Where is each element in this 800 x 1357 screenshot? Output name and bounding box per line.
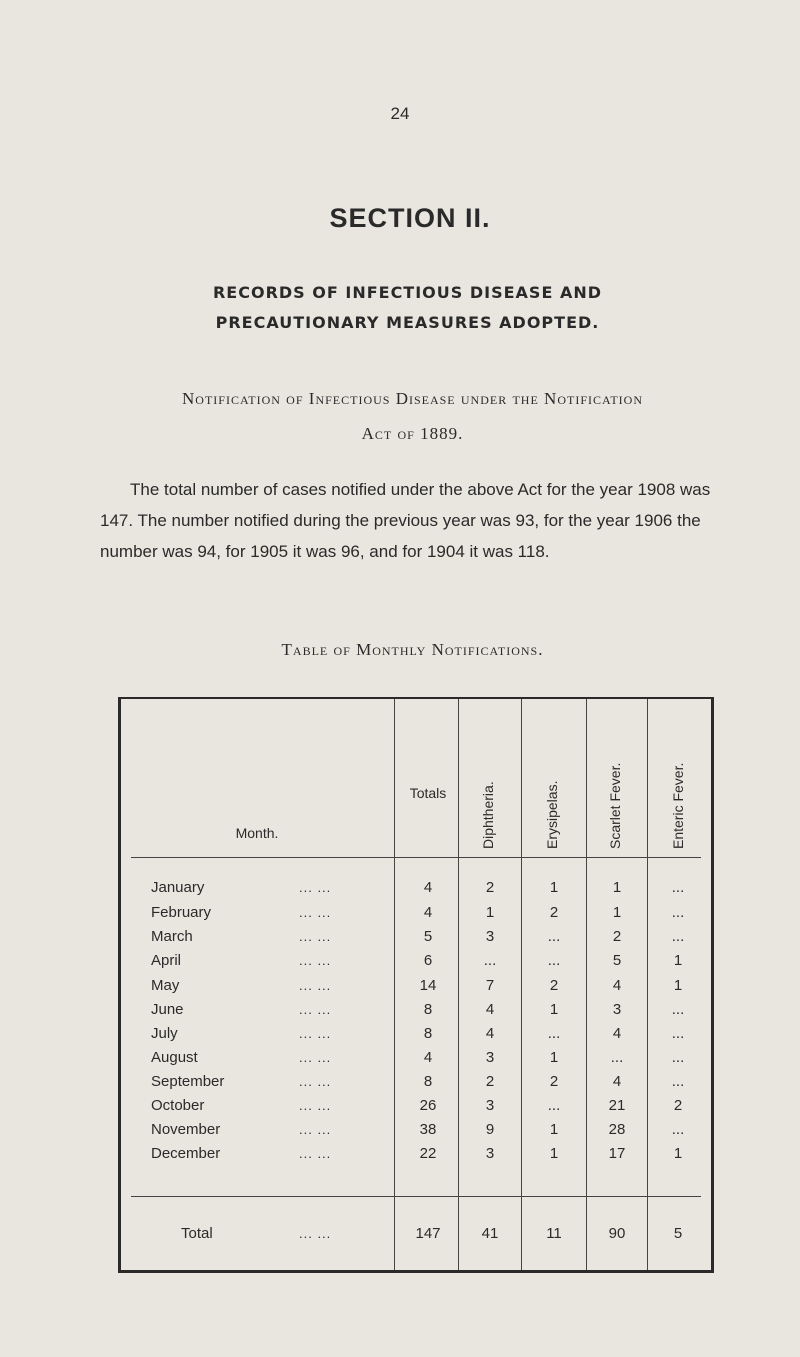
erysipelas-cell: ... [547, 928, 561, 945]
totals-cell: 6 [423, 952, 433, 969]
total-scarlet-cell: 90 [608, 1225, 626, 1242]
month-cell: April [151, 952, 182, 969]
leader-dots: ... ... [299, 1122, 332, 1137]
scarlet-cell: 17 [608, 1145, 626, 1162]
month-cell: November [151, 1121, 221, 1138]
diphtheria-cell: ... [483, 952, 497, 969]
leader-dots: ... ... [299, 905, 332, 920]
month-cell: February [151, 904, 212, 921]
totals-cell: 8 [423, 1025, 433, 1042]
erysipelas-cell: 1 [549, 1121, 559, 1138]
leader-dots: ... ... [299, 978, 332, 993]
monthly-notifications-table [118, 697, 714, 1273]
header-erysipelas: Erysipelas. [544, 780, 560, 849]
totals-cell: 4 [423, 1049, 433, 1066]
diphtheria-cell: 3 [485, 1049, 495, 1066]
total-totals-cell: 147 [415, 1225, 441, 1242]
leader-dots: ... ... [299, 1026, 332, 1041]
enteric-cell: ... [671, 1073, 685, 1090]
subheading-line-2: PRECAUTIONARY MEASURES ADOPTED. [215, 313, 600, 332]
totals-cell: 26 [419, 1097, 437, 1114]
totals-cell: 8 [423, 1073, 433, 1090]
month-cell: December [151, 1145, 221, 1162]
section-title: SECTION II. [329, 203, 491, 233]
scarlet-cell: ... [610, 1049, 624, 1066]
diphtheria-cell: 3 [485, 928, 495, 945]
erysipelas-cell: ... [547, 952, 561, 969]
notification-heading-line-1: Notification of Infectious Disease under the Notification [182, 389, 643, 408]
totals-cell: 4 [423, 879, 433, 896]
erysipelas-cell: ... [547, 1097, 561, 1114]
page-number: 24 [390, 104, 410, 123]
erysipelas-cell: 2 [549, 904, 559, 921]
scarlet-cell: 2 [612, 928, 622, 945]
month-cell: March [151, 928, 193, 945]
diphtheria-cell: 1 [485, 904, 495, 921]
leader-dots: ... ... [299, 1146, 332, 1161]
total-enteric-cell: 5 [673, 1225, 683, 1242]
enteric-cell: ... [671, 879, 685, 896]
month-cell: August [151, 1049, 198, 1066]
month-cell: May [151, 977, 180, 994]
notification-heading-line-2: Act of 1889. [361, 424, 464, 443]
diphtheria-cell: 2 [485, 1073, 495, 1090]
totals-cell: 4 [423, 904, 433, 921]
leader-dots: ... ... [299, 929, 332, 944]
header-totals: Totals [409, 785, 447, 801]
enteric-cell: 1 [673, 952, 683, 969]
totals-cell: 8 [423, 1001, 433, 1018]
diphtheria-cell: 7 [485, 977, 495, 994]
erysipelas-cell: 1 [549, 879, 559, 896]
scarlet-cell: 28 [608, 1121, 626, 1138]
erysipelas-cell: 1 [549, 1145, 559, 1162]
enteric-cell: 1 [673, 977, 683, 994]
scarlet-cell: 4 [612, 977, 622, 994]
leader-dots: ... ... [299, 880, 332, 895]
erysipelas-cell: 2 [549, 977, 559, 994]
enteric-cell: ... [671, 1049, 685, 1066]
scarlet-cell: 4 [612, 1073, 622, 1090]
leader-dots: ... ... [299, 953, 332, 968]
leader-dots: ... ... [299, 1002, 332, 1017]
diphtheria-cell: 4 [485, 1025, 495, 1042]
header-separator [131, 857, 701, 858]
erysipelas-cell: 1 [549, 1049, 559, 1066]
enteric-cell: ... [671, 1025, 685, 1042]
total-separator [131, 1196, 701, 1197]
total-diphtheria-cell: 41 [481, 1225, 499, 1242]
month-cell: September [151, 1073, 225, 1090]
totals-cell: 22 [419, 1145, 437, 1162]
month-cell: July [151, 1025, 178, 1042]
enteric-cell: ... [671, 1001, 685, 1018]
erysipelas-cell: 1 [549, 1001, 559, 1018]
leader-dots: ... ... [299, 1050, 332, 1065]
month-cell: January [151, 879, 205, 896]
scarlet-cell: 21 [608, 1097, 626, 1114]
table-title: Table of Monthly Notifications. [281, 640, 544, 659]
subheading-line-1: RECORDS OF INFECTIOUS DISEASE AND [212, 283, 603, 302]
erysipelas-cell: ... [547, 1025, 561, 1042]
total-label: Total [181, 1225, 213, 1242]
total-erysipelas-cell: 11 [546, 1225, 562, 1242]
diphtheria-cell: 3 [485, 1097, 495, 1114]
scarlet-cell: 4 [612, 1025, 622, 1042]
diphtheria-cell: 4 [485, 1001, 495, 1018]
header-diphtheria: Diphtheria. [480, 781, 496, 849]
body-paragraph: The total number of cases notified under the above Act for the year 1908 was 147. The number notified during the previous year was 93, for the year 1906 the number was 94, for 1905 it was 96, and for 1904 it was 118. [100, 480, 711, 561]
totals-cell: 38 [419, 1121, 437, 1138]
column-divider [394, 699, 395, 1270]
scarlet-cell: 3 [612, 1001, 622, 1018]
diphtheria-cell: 3 [485, 1145, 495, 1162]
leader-dots: ... ... [299, 1098, 332, 1113]
enteric-cell: ... [671, 928, 685, 945]
header-scarlet-fever: Scarlet Fever. [607, 762, 623, 849]
totals-cell: 5 [423, 928, 433, 945]
scarlet-cell: 5 [612, 952, 622, 969]
leader-dots: ... ... [299, 1226, 332, 1241]
scarlet-cell: 1 [612, 904, 622, 921]
month-cell: October [151, 1097, 205, 1114]
month-cell: June [151, 1001, 184, 1018]
enteric-cell: 2 [673, 1097, 683, 1114]
header-month: Month. [235, 825, 279, 841]
header-enteric-fever: Enteric Fever. [670, 762, 686, 849]
totals-cell: 14 [419, 977, 437, 994]
diphtheria-cell: 9 [485, 1121, 495, 1138]
enteric-cell: 1 [673, 1145, 683, 1162]
erysipelas-cell: 2 [549, 1073, 559, 1090]
enteric-cell: ... [671, 1121, 685, 1138]
scarlet-cell: 1 [612, 879, 622, 896]
diphtheria-cell: 2 [485, 879, 495, 896]
enteric-cell: ... [671, 904, 685, 921]
leader-dots: ... ... [299, 1074, 332, 1089]
